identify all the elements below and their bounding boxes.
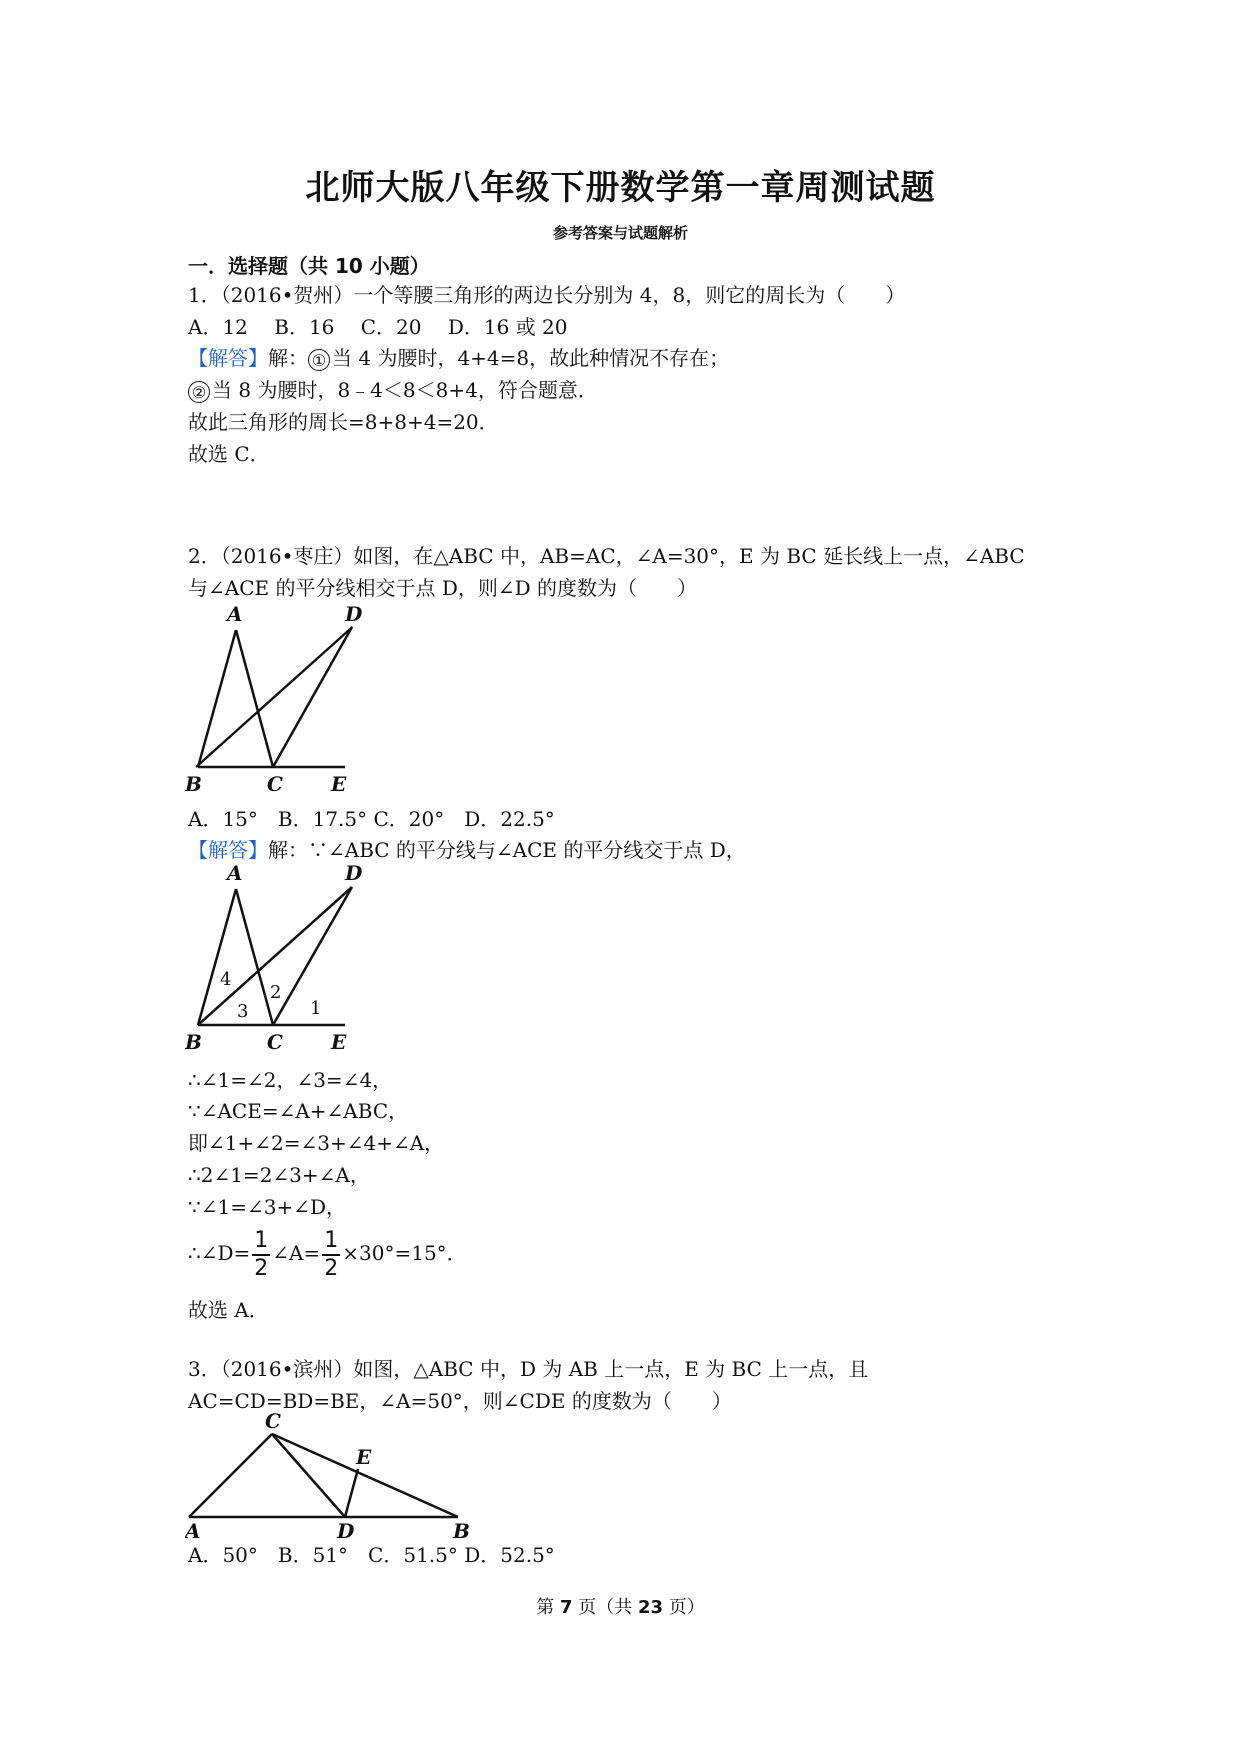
q3-label-c: C [265, 1412, 281, 1433]
q1-answer-line1 [188, 346, 729, 371]
fraction-half [252, 1228, 270, 1282]
q3-label-a: A [185, 1519, 201, 1542]
footer-page-number: 7 [559, 1597, 573, 1618]
q3-stem-line1: 3．（2016•滨州）如图，△ABC 中，D 为 AB 上一点，E 为 BC 上一点，且 [188, 1357, 869, 1381]
q2-label-e: E [331, 772, 347, 796]
q2-stem-line2: 与∠ACE 的平分线相交于点 D，则∠D 的度数为（ ） [188, 576, 698, 600]
page-subtitle: 参考答案与试题解析 [552, 224, 688, 242]
angle-2-label: 2 [270, 982, 282, 1003]
answer-intro: 解： [268, 346, 308, 370]
q2-step-5: ∵∠1=∠3+∠D， [188, 1195, 346, 1219]
q2-step-2: ∵∠ACE=∠A+∠ABC， [188, 1099, 409, 1123]
footer-suffix: 页） [663, 1597, 705, 1618]
footer-prefix: 第 [536, 1597, 560, 1618]
q2s-label-b: B [185, 1030, 202, 1054]
final-suffix: ×30°=15°． [342, 1241, 467, 1265]
q3-stem-line2: AC=CD=BD=BE，∠A=50°，则∠CDE 的度数为（ ） [188, 1389, 732, 1413]
q2-label-a: A [227, 603, 243, 626]
answer-tag: 【解答】 [188, 346, 268, 370]
fraction-half-2 [322, 1228, 340, 1282]
q2-stem-line1: 2．（2016•枣庄）如图，在△ABC 中，AB=AC，∠A=30°，E 为 BC 延长线上一点，∠ABC [188, 544, 1025, 568]
q3-label-b: B [453, 1519, 470, 1542]
page-title: 北师大版八年级下册数学第一章周测试题 [305, 168, 936, 208]
footer-total-pages: 23 [637, 1597, 664, 1618]
q2-answer-text: 解：∵∠ABC 的平分线与∠ACE 的平分线交于点 D， [268, 838, 746, 862]
q2s-label-c: C [267, 1030, 283, 1054]
circled-one: ① [308, 349, 330, 371]
q2-final-step [188, 1225, 467, 1282]
q1-case1: 当 4 为腰时，4+4=8，故此种情况不存在； [332, 346, 730, 370]
q1-stem: 1．（2016•贺州）一个等腰三角形的两边长分别为 4，8，则它的周长为（ ） [188, 283, 906, 307]
footer-middle: 页（共 [572, 1597, 638, 1618]
q2-label-c: C [267, 772, 283, 796]
q3-figure [185, 1412, 475, 1542]
q2-conclusion: 故选 A． [188, 1298, 269, 1322]
q3-label-d: D [337, 1519, 355, 1542]
page-footer [0, 1593, 1241, 1619]
q2-label-d: D [345, 603, 363, 626]
fraction-denominator: 2 [254, 1255, 269, 1281]
q1-options: A．12 B．16 C．20 D．16 或 20 [188, 315, 568, 339]
answer-tag: 【解答】 [188, 838, 268, 862]
q2-step-3: 即∠1+∠2=∠3+∠4+∠A， [188, 1131, 445, 1155]
q2s-label-e: E [331, 1030, 347, 1054]
final-mid: ∠A= [272, 1241, 321, 1265]
fraction-numerator: 1 [252, 1228, 270, 1256]
q1-answer-line4: 故选 C． [188, 442, 270, 466]
q2-label-b: B [185, 772, 202, 796]
q1-answer-line3: 故此三角形的周长=8+8+4=20． [188, 410, 499, 434]
fraction-numerator-2: 1 [322, 1228, 340, 1256]
q1-answer-line2 [188, 378, 598, 403]
q3-options: A．50° B．51° C．51.5° D．52.5° [188, 1543, 555, 1567]
q3-label-e: E [356, 1445, 372, 1469]
q2s-label-a: A [227, 863, 243, 885]
q1-case2: 当 8 为腰时，8﹣4＜8＜8+4，符合题意． [212, 378, 598, 402]
final-prefix: ∴∠D= [188, 1241, 251, 1265]
q2-options: A．15° B．17.5° C．20° D．22.5° [188, 807, 555, 831]
angle-1-label: 1 [310, 998, 322, 1019]
q2-step-4: ∴2∠1=2∠3+∠A， [188, 1163, 370, 1187]
section-heading: 一．选择题（共 10 小题） [188, 254, 430, 278]
angle-3-label: 3 [237, 1001, 249, 1022]
circled-two: ② [188, 381, 210, 403]
q2-step-1: ∴∠1=∠2，∠3=∠4， [188, 1068, 393, 1092]
angle-4-label: 4 [220, 969, 232, 990]
q2-figure [185, 603, 365, 803]
q2-solution-figure [185, 863, 365, 1063]
q2-answer-line [188, 838, 746, 862]
fraction-denominator-2: 2 [324, 1255, 339, 1281]
q2s-label-d: D [345, 863, 363, 885]
